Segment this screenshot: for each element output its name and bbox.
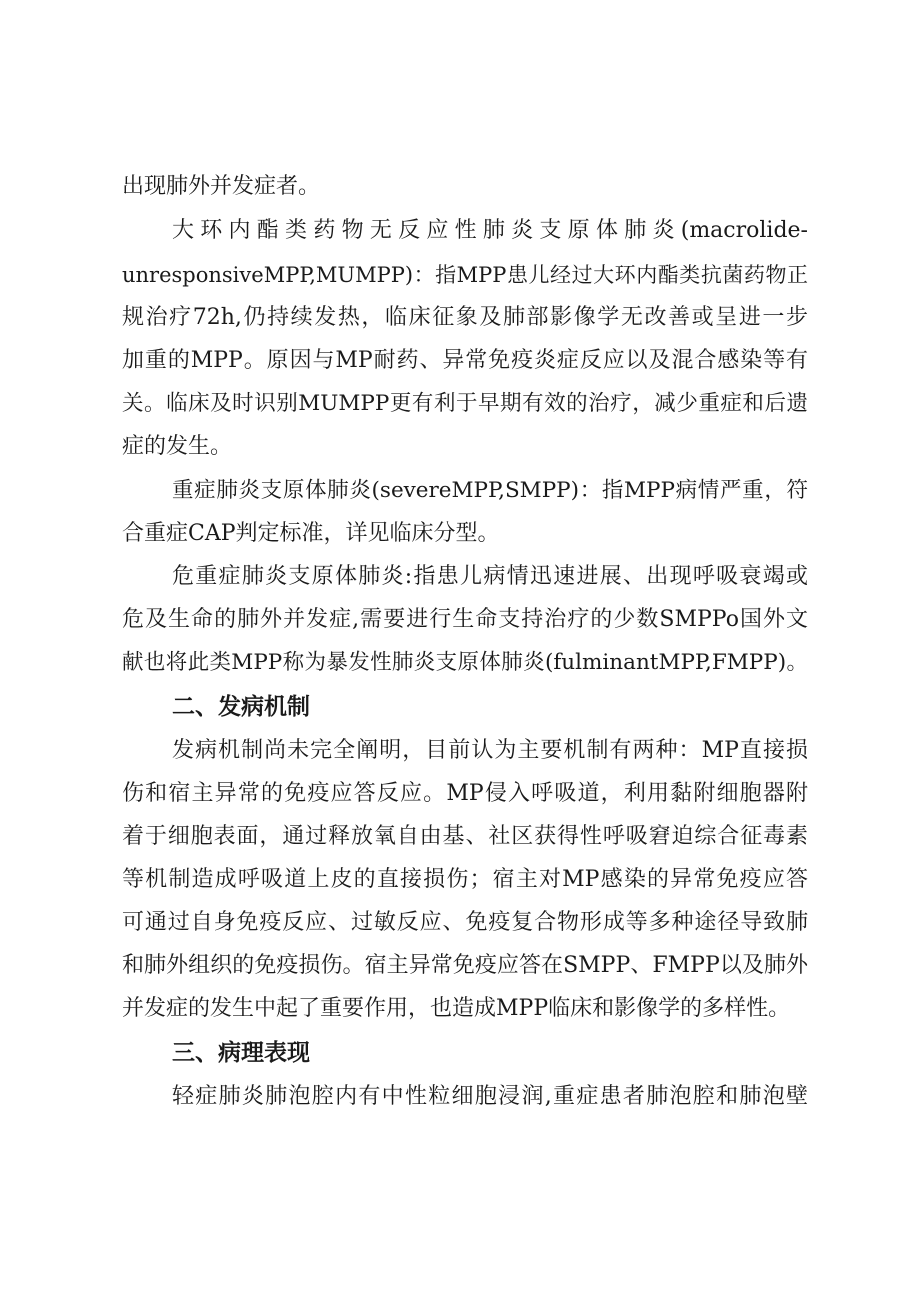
paragraph-line: 发病机制尚未完全阐明，目前认为主要机制有两种：MP直接损 bbox=[172, 738, 808, 763]
paragraph-line: 出现肺外并发症者。 bbox=[122, 174, 321, 199]
paragraph-line: 重症肺炎支原体肺炎(severeMPP,SMPP)：指MPP病情严重，符 bbox=[172, 478, 808, 503]
paragraph-line: 加重的MPP。原因与MP耐药、异常免疫炎症反应以及混合感染等有 bbox=[122, 348, 808, 373]
paragraph-line: 献也将此类MPP称为暴发性肺炎支原体肺炎(fulminantMPP,FMPP)。 bbox=[122, 650, 808, 675]
paragraph-line: 症的发生。 bbox=[122, 434, 233, 459]
paragraph-line: 可通过自身免疫反应、过敏反应、免疫复合物形成等多种途径导致肺 bbox=[122, 910, 808, 935]
paragraph-line: 等机制造成呼吸道上皮的直接损伤；宿主对MP感染的异常免疫应答 bbox=[122, 867, 808, 892]
paragraph-line: 危重症肺炎支原体肺炎:指患儿病情迅速进展、出现呼吸衰竭或 bbox=[172, 564, 808, 589]
paragraph-line: 合重症CAP判定标准，详见临床分型。 bbox=[122, 521, 500, 546]
paragraph-line: unresponsiveMPP,MUMPP)：指MPP患儿经过大环内酯类抗菌药物正 bbox=[122, 263, 808, 287]
paragraph-line: 着于细胞表面，通过释放氧自由基、社区获得性呼吸窘迫综合征毒素 bbox=[122, 824, 808, 849]
paragraph-line: 伤和宿主异常的免疫应答反应。MP侵入呼吸道，利用黏附细胞器附 bbox=[122, 781, 808, 806]
paragraph-line: 大环内酯类药物无反应性肺炎支原体肺炎(macrolide- bbox=[172, 218, 808, 243]
paragraph-line: 轻症肺炎肺泡腔内有中性粒细胞浸润,重症患者肺泡腔和肺泡壁 bbox=[172, 1084, 808, 1109]
section-heading: 三、病理表现 bbox=[172, 1040, 310, 1066]
paragraph-line: 规治疗72h,仍持续发热，临床征象及肺部影像学无改善或呈进一步 bbox=[122, 305, 808, 330]
paragraph-line: 危及生命的肺外并发症,需要进行生命支持治疗的少数SMPPo国外文 bbox=[122, 607, 808, 632]
paragraph-line: 和肺外组织的免疫损伤。宿主异常免疫应答在SMPP、FMPP以及肺外 bbox=[122, 953, 808, 978]
paragraph-line: 并发症的发生中起了重要作用，也造成MPP临床和影像学的多样性。 bbox=[122, 996, 791, 1021]
paragraph-line: 关。临床及时识别MUMPP更有利于早期有效的治疗，减少重症和后遗 bbox=[122, 391, 808, 416]
section-heading: 二、发病机制 bbox=[172, 694, 310, 720]
